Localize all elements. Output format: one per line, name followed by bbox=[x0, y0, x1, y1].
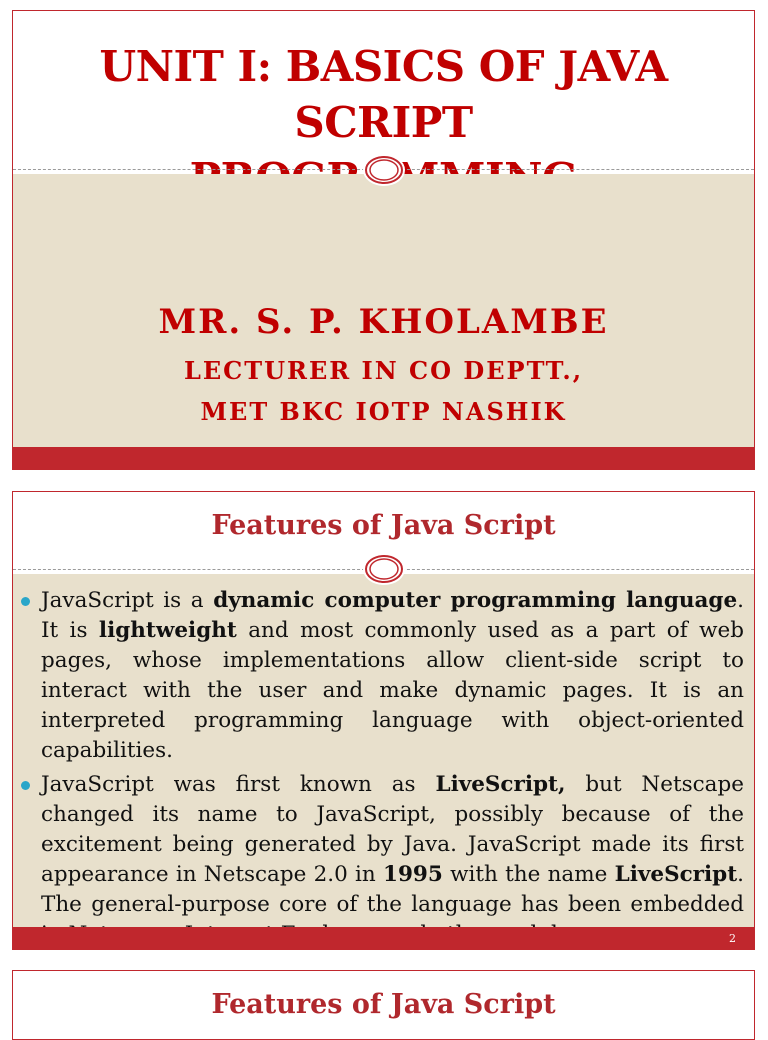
bold-run: 1995 bbox=[383, 862, 443, 887]
bold-run: dynamic computer programming language bbox=[213, 588, 738, 613]
bold-run: LiveScript bbox=[614, 862, 738, 887]
text-run: . It is bbox=[41, 588, 744, 643]
text-run: JavaScript was first known as bbox=[41, 772, 436, 797]
features-slide bbox=[12, 491, 755, 950]
ring-ornament-icon bbox=[361, 551, 407, 587]
text-run: but Netscape changed its name to JavaScript, possibly because of the excitement being generated by Java. JavaScript made its first appearance in Netscape 2.0 in bbox=[41, 772, 744, 887]
list-item bbox=[41, 770, 744, 950]
author-role: LECTURER IN CO DEPTT., bbox=[183, 356, 584, 385]
bullet-icon bbox=[21, 781, 30, 790]
page-number: 2 bbox=[729, 932, 736, 945]
bullet-icon bbox=[21, 597, 30, 606]
slide-body bbox=[13, 174, 754, 469]
author-name: MR. S. P. KHOLAMBE bbox=[158, 302, 609, 342]
title-area bbox=[13, 11, 754, 171]
ring-ornament-icon bbox=[361, 152, 407, 188]
footer-bar bbox=[13, 447, 754, 469]
bold-run: lightweight bbox=[98, 618, 237, 643]
slide-heading: Features of Java Script bbox=[211, 989, 556, 1020]
text-run: . The general-purpose core of the language has been embedded bbox=[41, 862, 744, 917]
title-area bbox=[13, 971, 754, 1040]
text-run: and most commonly used as a part of web pages, whose implementations allow client-side script to interact with the user and make dynamic pages. It is an interpreted programming language with object-oriented capabilities. bbox=[41, 618, 744, 763]
title-line-1: UNIT I: BASICS OF JAVA SCRIPT bbox=[99, 42, 668, 147]
bold-run: LiveScript, bbox=[435, 772, 566, 797]
list-item bbox=[41, 586, 744, 766]
slide-heading: Features of Java Script bbox=[211, 510, 556, 541]
text-run: JavaScript is a bbox=[41, 588, 214, 613]
author-institute: MET BKC IOTP NASHIK bbox=[200, 397, 567, 426]
title-slide bbox=[12, 10, 755, 470]
footer-bar bbox=[13, 927, 754, 949]
bullet-list bbox=[41, 586, 744, 950]
text-run: with the name bbox=[442, 862, 615, 887]
features-slide-2 bbox=[12, 970, 755, 1040]
